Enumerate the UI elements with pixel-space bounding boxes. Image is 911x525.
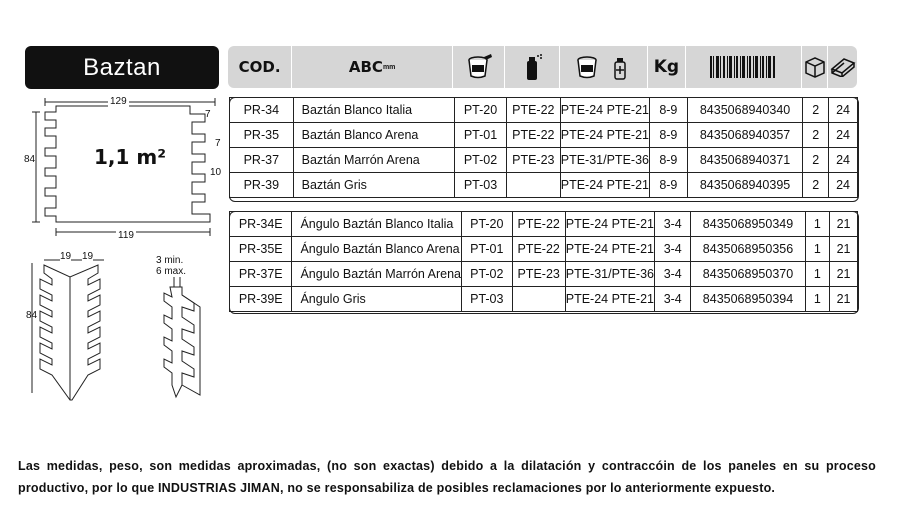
dim-bottom-width: 119 xyxy=(118,230,134,241)
adhesive-ref-cell: PT-01 xyxy=(462,237,513,262)
units-per-box-cell: 2 xyxy=(803,98,829,123)
bucket-and-spray-icon xyxy=(560,46,648,88)
header-abc-label: ABC xyxy=(348,58,383,76)
product-code-cell: PR-35E xyxy=(230,237,292,262)
barcode-icon xyxy=(686,46,802,88)
header-kg-label: Kg xyxy=(653,57,680,77)
ean-code-cell: 8435068950370 xyxy=(691,262,805,287)
header-abc-sub: mm xyxy=(382,63,396,71)
product-name-cell: Baztán Blanco Arena xyxy=(293,123,455,148)
table-header xyxy=(228,46,857,88)
dim-corner-w2: 19 xyxy=(82,251,94,262)
ean-code-cell: 8435068950349 xyxy=(691,212,805,237)
header-abc xyxy=(292,46,453,88)
table-row xyxy=(230,212,858,237)
disclaimer-line-1: Las medidas, peso, son medidas aproximadas, (no son exactas) debido a la dilatación y contraccóin de los paneles en su proceso xyxy=(18,459,876,473)
kit-ref-cell: PTE-24 PTE-21 xyxy=(565,237,654,262)
table-row xyxy=(230,287,858,312)
spray-ref-cell xyxy=(506,173,560,198)
product-name-cell: Baztán Gris xyxy=(293,173,455,198)
kit-ref-cell: PTE-24 PTE-21 xyxy=(565,212,654,237)
units-per-pallet-cell: 21 xyxy=(830,237,858,262)
ean-code-cell: 8435068940371 xyxy=(687,148,803,173)
kit-ref-cell: PTE-24 PTE-21 xyxy=(565,287,654,312)
weight-cell: 3-4 xyxy=(654,237,690,262)
units-per-pallet-cell: 21 xyxy=(830,262,858,287)
weight-cell: 3-4 xyxy=(654,262,690,287)
weight-cell: 8-9 xyxy=(649,148,687,173)
spray-ref-cell: PTE-22 xyxy=(512,212,565,237)
units-per-box-cell: 2 xyxy=(803,123,829,148)
spray-ref-cell: PTE-22 xyxy=(512,237,565,262)
product-code-cell: PR-39E xyxy=(230,287,292,312)
box-icon xyxy=(802,46,829,88)
units-per-pallet-cell: 21 xyxy=(830,212,858,237)
spray-ref-cell: PTE-23 xyxy=(506,148,560,173)
kit-ref-cell: PTE-24 PTE-21 xyxy=(560,123,649,148)
table-row xyxy=(230,148,858,173)
table-row xyxy=(230,123,858,148)
table-row xyxy=(230,173,858,198)
dim-corner-w1: 19 xyxy=(60,251,72,262)
spray-ref-cell xyxy=(512,287,565,312)
corners-table xyxy=(229,211,858,312)
dim-tooth-2: 7 xyxy=(215,138,221,149)
product-code-cell: PR-37 xyxy=(230,148,294,173)
header-kg xyxy=(648,46,687,88)
product-name-cell: Ángulo Baztán Blanco Italia xyxy=(292,212,462,237)
units-per-box-cell: 1 xyxy=(805,287,830,312)
gap-max-label: 6 max. xyxy=(156,266,187,277)
series-title: Baztan xyxy=(25,46,219,89)
adhesive-bucket-icon xyxy=(453,46,505,88)
disclaimer-line-2: productivo, por lo que INDUSTRIAS JIMAN, no se responsabiliza de posibles reclamaciones por lo anteriormente expuesto. xyxy=(18,481,776,495)
adhesive-ref-cell: PT-02 xyxy=(455,148,507,173)
units-per-box-cell: 2 xyxy=(803,173,829,198)
spray-can-icon xyxy=(505,46,559,88)
table-row xyxy=(230,237,858,262)
ean-code-cell: 8435068940395 xyxy=(687,173,803,198)
ean-code-cell: 8435068940340 xyxy=(687,98,803,123)
dim-height: 84 xyxy=(24,154,36,165)
units-per-pallet-cell: 24 xyxy=(829,98,858,123)
ean-code-cell: 8435068940357 xyxy=(687,123,803,148)
stacked-panels-icon xyxy=(828,46,857,88)
disclaimer xyxy=(18,455,876,499)
spray-ref-cell: PTE-23 xyxy=(512,262,565,287)
header-cod xyxy=(228,46,292,88)
weight-cell: 8-9 xyxy=(649,98,687,123)
units-per-pallet-cell: 24 xyxy=(829,173,858,198)
panel-area: 1,1 m² xyxy=(94,145,166,169)
kit-ref-cell: PTE-24 PTE-21 xyxy=(560,98,649,123)
dim-tooth-1: 7 xyxy=(205,109,211,120)
table-row xyxy=(230,98,858,123)
product-name-cell: Baztán Marrón Arena xyxy=(293,148,455,173)
joint-detail-diagram xyxy=(160,275,210,405)
product-code-cell: PR-39 xyxy=(230,173,294,198)
product-name-cell: Baztán Blanco Italia xyxy=(293,98,455,123)
kit-ref-cell: PTE-31/PTE-36 xyxy=(565,262,654,287)
units-per-box-cell: 1 xyxy=(805,262,830,287)
units-per-pallet-cell: 24 xyxy=(829,148,858,173)
kit-ref-cell: PTE-24 PTE-21 xyxy=(560,173,649,198)
ean-code-cell: 8435068950394 xyxy=(691,287,805,312)
adhesive-ref-cell: PT-02 xyxy=(462,262,513,287)
adhesive-ref-cell: PT-03 xyxy=(455,173,507,198)
kit-ref-cell: PTE-31/PTE-36 xyxy=(560,148,649,173)
dim-tooth-3: 10 xyxy=(210,167,222,178)
product-code-cell: PR-34E xyxy=(230,212,292,237)
units-per-pallet-cell: 21 xyxy=(830,287,858,312)
spray-ref-cell: PTE-22 xyxy=(506,123,560,148)
product-code-cell: PR-34 xyxy=(230,98,294,123)
product-name-cell: Ángulo Gris xyxy=(292,287,462,312)
table-row xyxy=(230,262,858,287)
panels-table xyxy=(229,97,858,198)
ean-code-cell: 8435068950356 xyxy=(691,237,805,262)
product-name-cell: Ángulo Baztán Blanco Arena xyxy=(292,237,462,262)
header-cod-label: COD. xyxy=(238,58,281,76)
units-per-box-cell: 1 xyxy=(805,237,830,262)
product-name-cell: Ángulo Baztán Marrón Arena xyxy=(292,262,462,287)
units-per-pallet-cell: 24 xyxy=(829,123,858,148)
dim-top-width: 129 xyxy=(110,96,127,107)
weight-cell: 8-9 xyxy=(649,123,687,148)
gap-min-label: 3 min. xyxy=(156,255,184,266)
adhesive-ref-cell: PT-03 xyxy=(462,287,513,312)
weight-cell: 3-4 xyxy=(654,287,690,312)
weight-cell: 8-9 xyxy=(649,173,687,198)
spray-ref-cell: PTE-22 xyxy=(506,98,560,123)
units-per-box-cell: 2 xyxy=(803,148,829,173)
adhesive-ref-cell: PT-20 xyxy=(462,212,513,237)
corner-diagram xyxy=(30,255,140,405)
product-code-cell: PR-35 xyxy=(230,123,294,148)
weight-cell: 3-4 xyxy=(654,212,690,237)
dim-corner-height: 84 xyxy=(26,310,38,321)
units-per-box-cell: 1 xyxy=(805,212,830,237)
adhesive-ref-cell: PT-01 xyxy=(455,123,507,148)
adhesive-ref-cell: PT-20 xyxy=(455,98,507,123)
product-code-cell: PR-37E xyxy=(230,262,292,287)
